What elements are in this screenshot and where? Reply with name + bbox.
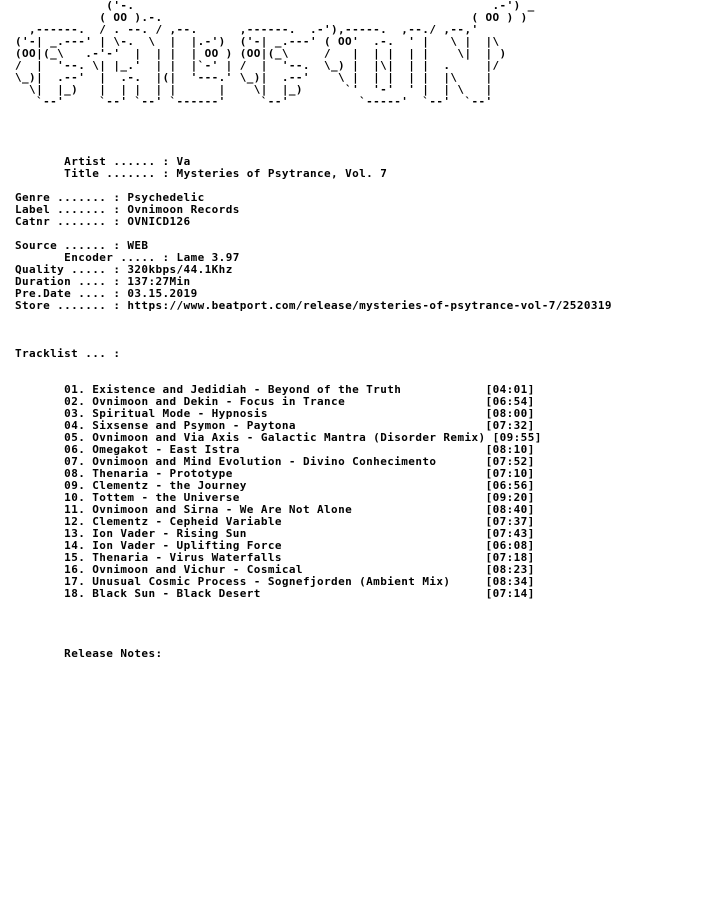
track-number: 06. (64, 443, 86, 456)
track-title: Thenaria - Virus Waterfalls (92, 551, 282, 564)
track-number: 14. (64, 539, 86, 552)
quality-label: Quality ..... : (15, 263, 121, 276)
source-value: WEB (127, 239, 149, 252)
title-label: Title ....... : (64, 167, 170, 180)
logo-line: ,------. / . --. / ,--. ,------. .-'),-----. ,--./ ,--,' (15, 23, 479, 36)
track-duration: [06:54] (485, 395, 535, 408)
track-title: Ion Vader - Uplifting Force (92, 539, 282, 552)
track-duration: [07:43] (485, 527, 535, 540)
logo-line: ('-. .-') _ (15, 0, 535, 12)
catnr-value: OVNICD126 (127, 215, 191, 228)
track-title: Sixsense and Psymon - Paytona (92, 419, 296, 432)
encoder-value: Lame 3.97 (176, 251, 240, 264)
track-duration: [09:20] (485, 491, 535, 504)
track-title: Tottem - the Universe (92, 491, 240, 504)
catnr-label: Catnr ....... : (15, 215, 121, 228)
track-number: 08. (64, 467, 86, 480)
track-duration: [07:37] (485, 515, 535, 528)
track-number: 07. (64, 455, 86, 468)
logo-line: (OO|(_\ .-'-' | | | | OO ) (OO|(_\ / | | | | | \| | ) (15, 47, 507, 60)
track-duration: [06:08] (485, 539, 535, 552)
genre-label: Genre ....... : (15, 191, 121, 204)
track-title: Ion Vader - Rising Sun (92, 527, 247, 540)
track-duration: [07:14] (485, 587, 535, 600)
artist-value: Va (176, 155, 191, 168)
tracklist (15, 384, 612, 600)
track-duration: [06:56] (485, 479, 535, 492)
predate-label: Pre.Date .... : (15, 287, 121, 300)
track-title: Ovnimoon and Dekin - Focus in Trance (92, 395, 346, 408)
store-row (15, 300, 612, 312)
predate-value: 03.15.2019 (127, 287, 198, 300)
duration-label: Duration .... : (15, 275, 121, 288)
track-duration: [07:52] (485, 455, 535, 468)
track-title: Clementz - the Journey (92, 479, 247, 492)
track-number: 17. (64, 575, 86, 588)
logo-line: \_)| .--' | .-. |(| '---.' \_)| .--' \ | | | | | |\ | (15, 71, 493, 84)
nfo-document (15, 0, 612, 660)
track-duration: [08:00] (485, 407, 535, 420)
duration-value: 137:27Min (127, 275, 191, 288)
release-notes-heading: Release Notes: (64, 647, 163, 660)
track-number: 09. (64, 479, 86, 492)
logo-line: ( OO ).-. ( OO ) ) (15, 11, 528, 24)
track-number: 15. (64, 551, 86, 564)
track-number: 01. (64, 383, 86, 396)
track-duration: [08:10] (485, 443, 535, 456)
track-number: 16. (64, 563, 86, 576)
track-title: Unusual Cosmic Process - Sognefjorden (Ambient Mix) (92, 575, 451, 588)
track-duration: [08:23] (485, 563, 535, 576)
source-label: Source ...... : (15, 239, 121, 252)
store-label: Store ....... : (15, 299, 121, 312)
genre-value: Psychedelic (127, 191, 205, 204)
logo-line: ('-| _.---' | \-. \ | |.-') ('-| _.---' ( OO' .-. ' | \ | |\ (15, 35, 500, 48)
logo-line: `--' `--' `--' `------' `--' `-----' `--' `--' (15, 95, 493, 108)
track-title: Black Sun - Black Desert (92, 587, 261, 600)
logo-line: \| |_) | | | | | | \| |_) `' '-' ' | | \ | (15, 83, 493, 96)
track-title: Existence and Jedidiah - Beyond of the Truth (92, 383, 402, 396)
encoder-label: Encoder ..... : (64, 251, 170, 264)
track-duration: [04:01] (485, 383, 535, 396)
tracklist-heading: Tracklist ... : (15, 347, 121, 360)
store-url: https://www.beatport.com/release/mysteries-of-psytrance-vol-7/2520319 (127, 299, 612, 312)
label-value: Ovnimoon Records (127, 203, 240, 216)
artist-label: Artist ...... : (64, 155, 170, 168)
track-number: 18. (64, 587, 86, 600)
track-duration: [08:40] (485, 503, 535, 516)
track-duration: [07:18] (485, 551, 535, 564)
track-number: 10. (64, 491, 86, 504)
track-number: 02. (64, 395, 86, 408)
track-title: Thenaria - Prototype (92, 467, 233, 480)
title-value: Mysteries of Psytrance, Vol. 7 (176, 167, 388, 180)
track-number: 04. (64, 419, 86, 432)
track-duration: [07:32] (485, 419, 535, 432)
track-title: Ovnimoon and Mind Evolution - Divino Conhecimento (92, 455, 437, 468)
track-title: Ovnimoon and Sirna - We Are Not Alone (92, 503, 353, 516)
track-title: Ovnimoon and Via Axis - Galactic Mantra (Disorder Remix) (92, 431, 486, 444)
title-row (15, 168, 612, 180)
track-duration: [09:55] (492, 431, 542, 444)
track-title: Ovnimoon and Vichur - Cosmical (92, 563, 303, 576)
track-title: Spiritual Mode - Hypnosis (92, 407, 268, 420)
track-number: 05. (64, 431, 86, 444)
quality-value: 320kbps/44.1Khz (127, 263, 233, 276)
label-label: Label ....... : (15, 203, 121, 216)
track-title: Omegakot - East Istra (92, 443, 240, 456)
track-row (15, 588, 612, 600)
track-number: 03. (64, 407, 86, 420)
logo-line: / | '--. \| |_.' | | |`-' | / | '--. \_) | |\| | | . |/ (15, 59, 500, 72)
track-number: 11. (64, 503, 86, 516)
ascii-art-logo (15, 0, 612, 108)
track-duration: [07:10] (485, 467, 535, 480)
track-duration: [08:34] (485, 575, 535, 588)
track-number: 12. (64, 515, 86, 528)
track-number: 13. (64, 527, 86, 540)
catnr-row (15, 216, 612, 228)
track-title: Clementz - Cepheid Variable (92, 515, 282, 528)
